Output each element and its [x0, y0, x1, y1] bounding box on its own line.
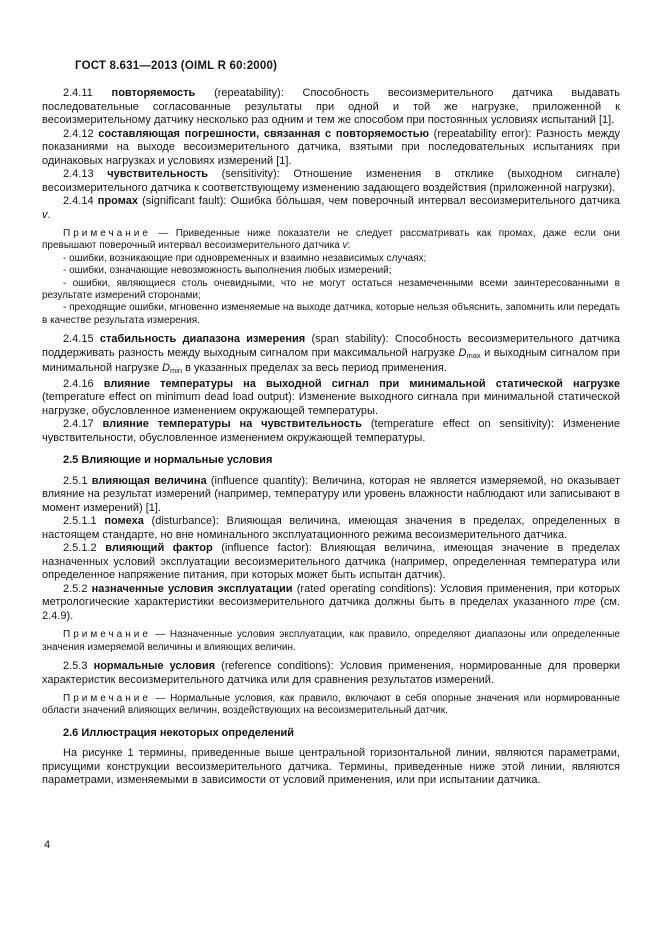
text-segment: Примечание — [63, 693, 151, 705]
text-segment: - преходящие ошибки, мгновенно изменяемые на выходе датчика, которые нельзя объяснить, запомнить или передать в качестве результата измерения. — [42, 302, 620, 326]
text-segment: 2.4.11 — [63, 87, 112, 99]
text-segment: max — [466, 350, 481, 360]
text-segment: и выходным сигналом при минимальной нагрузке — [42, 346, 620, 375]
text-segment: назначенные условия эксплуатации — [91, 582, 293, 595]
paragraph-2-5-1-1 — [42, 515, 620, 542]
text-segment: влияющий фактор — [105, 542, 213, 555]
text-segment: (temperature effect on minimum dead load output): Изменение выходного сигнала при минимальной статической нагрузке, обусловленное изменением окружающей температуры. — [42, 391, 620, 417]
text-segment: - ошибки, являющиеся столь очевидными, что не могут остаться незамеченными всеми заинтересованными в результате измерений сторонами; — [42, 277, 620, 302]
paragraph-2-4-15 — [42, 333, 620, 378]
text-segment: v — [42, 208, 48, 221]
note-paragraph — [42, 693, 620, 718]
text-segment: D — [162, 362, 170, 375]
paragraph-2-4-16 — [42, 378, 620, 419]
text-segment: 2.5.1 — [63, 474, 92, 487]
text-segment: (temperature effect on sensitivity): Изменение чувствительности, обусловленное изменением окружающей температуры. — [42, 418, 621, 444]
text-segment: 2.4.14 — [63, 195, 98, 207]
text-segment: влияние температуры на чувствительность — [102, 418, 362, 431]
paragraph-2-4-11 — [42, 87, 620, 128]
paragraph-2-4-14 — [42, 195, 620, 222]
text-segment: повторяемость — [111, 87, 196, 99]
text-segment: (sensitivity): Отношение изменения в отклике (выходном сигнале) весоизмерительного датчика к соответствующему изменению задающего воздействия (приложенной нагрузки). — [42, 168, 620, 194]
paragraph-2-4-12 — [42, 128, 620, 169]
text-segment: 2.4.13 — [63, 168, 108, 180]
paragraph-2-5-3 — [42, 660, 620, 687]
paragraph-2-4-17 — [42, 418, 620, 445]
text-segment: промах — [97, 195, 138, 207]
text-segment: D — [458, 346, 467, 359]
text-segment: (influence factor): Влияющая величина, имеющая значение в пределах назначенных условий эксплуатации весоизмерительного датчика (например, определенная температура или определенное напряжение питания, при которых может быть испытан датчик). — [42, 542, 620, 582]
note-paragraph — [42, 629, 620, 654]
document-content — [42, 87, 620, 788]
note-list-item — [42, 278, 620, 303]
text-segment: чувствительность — [107, 168, 208, 180]
section-heading-2-6 — [42, 727, 620, 741]
text-segment: Примечание — [63, 629, 151, 641]
text-segment: . — [47, 208, 51, 221]
text-segment: 2.4.12 — [63, 127, 99, 140]
text-segment: - ошибки, возникающие при одновременных и взаимно независимых случаях; — [63, 252, 427, 264]
text-segment: 2.6 Иллюстрация некоторых определений — [63, 726, 295, 739]
text-segment: (influence quantity): Величина, которая не является измеряемой, но оказывает влияние на результат измерений (например, температуру или уровень влажности наблюдают или записывают в момент измерений) [1]. — [42, 474, 620, 514]
paragraph-2-6-body — [42, 747, 620, 788]
paragraph-2-5-1 — [42, 475, 620, 516]
text-segment: (rated operating conditions): Условия применения, при которых метрологические характеристики весоизмерительного датчика должны быть в пределах указанного — [42, 582, 621, 609]
text-segment: составляющая погрешности, связанная с повторяемостью — [98, 127, 429, 140]
text-segment: (repeatability error): Разность между показаниями на выходе весоизмерительного датчика, взятыми при последовательных испытаниях при одинаковых нагрузках и условиях измерений [1]. — [42, 127, 621, 167]
text-segment: mpe — [573, 596, 596, 609]
text-segment: (disturbance): Влияющая величина, имеющая значения в пределах, определенных в настоящем стандарте, но вне номинального эксплуатационного режима весоизмерительного датчика. — [42, 515, 620, 541]
page-number: 4 — [44, 839, 51, 851]
text-segment: — Приведенные ниже показатели не следует рассматривать как промах, даже если они превышают поверочный интервал весоизмерительного датчика — [42, 228, 620, 252]
running-header: ГОСТ 8.631—2013 (OIML R 60:2000) — [75, 60, 278, 72]
text-segment: (repeatability): Способность весоизмерительного датчика выдавать последовательные согласованные результаты при одной и той же нагрузке, приложенной к весоизмерительному датчику несколько раз одним и тем же способом при постоянных условиях испытаний [1]. — [42, 87, 620, 126]
text-segment: 2.4.17 — [63, 418, 103, 431]
text-segment: На рисунке 1 термины, приведенные выше центральной горизонтальной линии, являются параметрами, присущими конструкции весоизмерительного датчика. Термины, приведенные ниже этой линии, являются параметрами, изменяемыми в зависимости от условий применения, или при испытании датчика. — [42, 747, 620, 787]
note-list-item — [42, 265, 620, 277]
text-segment: v — [342, 240, 348, 252]
text-segment: : — [347, 240, 351, 252]
text-segment: влияющая величина — [91, 474, 207, 487]
text-segment: влияние температуры на выходной сигнал при минимальной статической нагрузке — [103, 377, 621, 390]
text-segment: 2.5.2 — [63, 582, 92, 595]
paragraph-2-5-1-2 — [42, 542, 620, 583]
text-segment: 2.5.1.1 — [63, 515, 105, 528]
text-segment: min — [169, 366, 183, 376]
text-segment: нормальные условия — [93, 660, 216, 673]
text-segment: (reference conditions): Условия применения, нормированные для проверки характеристик весоизмерительного датчика или для сравнения результатов измерений. — [42, 660, 620, 686]
text-segment: 2.5 Влияющие и нормальные условия — [63, 454, 273, 467]
paragraph-2-5-2 — [42, 583, 620, 624]
note-paragraph — [42, 228, 620, 253]
text-segment: (см. 2.4.9). — [42, 596, 620, 622]
text-segment: стабильность диапазона измерения — [99, 333, 306, 346]
text-segment: 2.4.15 — [63, 333, 100, 346]
section-heading-2-5 — [42, 454, 620, 468]
note-list-item — [42, 302, 620, 327]
text-segment: — Нормальные условия, как правило, включают в себя опорные значения или нормированные области значений влияющих величин, воздействующих на весоизмерительный датчик. — [42, 693, 620, 717]
text-segment: в указанных пределах за весь период применения. — [182, 362, 447, 375]
note-list-item — [42, 253, 620, 265]
text-segment: 2.5.1.2 — [63, 542, 106, 555]
text-segment: помеха — [104, 515, 144, 528]
text-segment: (significant fault): Ошибка бо́льшая, чем поверочный интервал весоизмерительного датчика — [137, 195, 621, 207]
text-segment: (span stability): Способность весоизмерительного датчика поддерживать разность между выходным сигналом при максимальной нагрузке — [42, 333, 621, 359]
text-segment: 2.5.3 — [63, 660, 94, 673]
text-segment: Примечание — [63, 228, 151, 239]
text-segment: - ошибки, означающие невозможность выполнения любых измерений; — [63, 265, 392, 277]
text-segment: 2.4.16 — [63, 377, 104, 390]
text-segment: — Назначенные условия эксплуатации, как правило, определяют диапазоны или определенные значения измеряемой величины и влияющих величин. — [42, 629, 620, 653]
paragraph-2-4-13 — [42, 168, 620, 195]
